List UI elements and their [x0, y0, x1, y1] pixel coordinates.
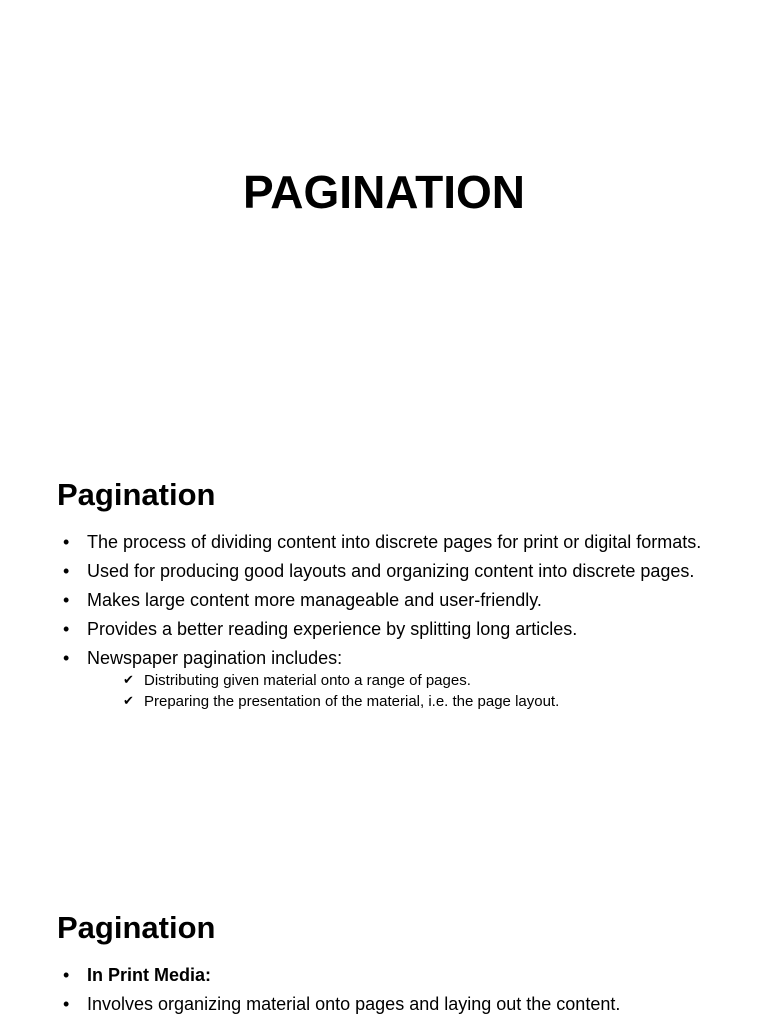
bullet-icon: • [63, 965, 70, 985]
section-heading: Pagination [57, 477, 216, 512]
bullet-icon: • [63, 532, 70, 552]
bullet-icon: • [63, 994, 70, 1014]
list-item: • Used for producing good layouts and organizing content into discrete pages. [63, 561, 695, 581]
list-item: • In Print Media: [63, 965, 212, 985]
bullet-icon: • [63, 648, 70, 668]
check-mark-icon: ✔ [123, 673, 134, 688]
bullet-list [57, 532, 717, 712]
check-mark-icon: ✔ [123, 694, 134, 709]
sub-list-item: ✔ Distributing given material onto a range of pages. [123, 672, 471, 689]
list-item: • Newspaper pagination includes: ✔ Distributing given material onto a range of pages. ✔ Preparing the presentation of the material, i.e. the page layout. [57, 648, 717, 712]
section-pagination-print [57, 909, 717, 1023]
sub-list-item: ✔ Preparing the presentation of the material, i.e. the page layout. [123, 693, 560, 710]
bullet-icon: • [63, 590, 70, 610]
list-item: • Provides a better reading experience by splitting long articles. [63, 619, 578, 639]
bullet-list [57, 965, 717, 1015]
slide-title: PAGINATION [243, 166, 525, 218]
list-item: • Involves organizing material onto pages and laying out the content. [63, 994, 621, 1014]
sub-list [123, 670, 717, 712]
bullet-icon: • [63, 561, 70, 581]
list-item: • Makes large content more manageable and user-friendly. [63, 590, 542, 610]
section-heading: Pagination [57, 910, 216, 945]
list-item: • The process of dividing content into discrete pages for print or digital formats. [63, 532, 702, 552]
section-pagination-overview [57, 476, 717, 720]
bullet-icon: • [63, 619, 70, 639]
